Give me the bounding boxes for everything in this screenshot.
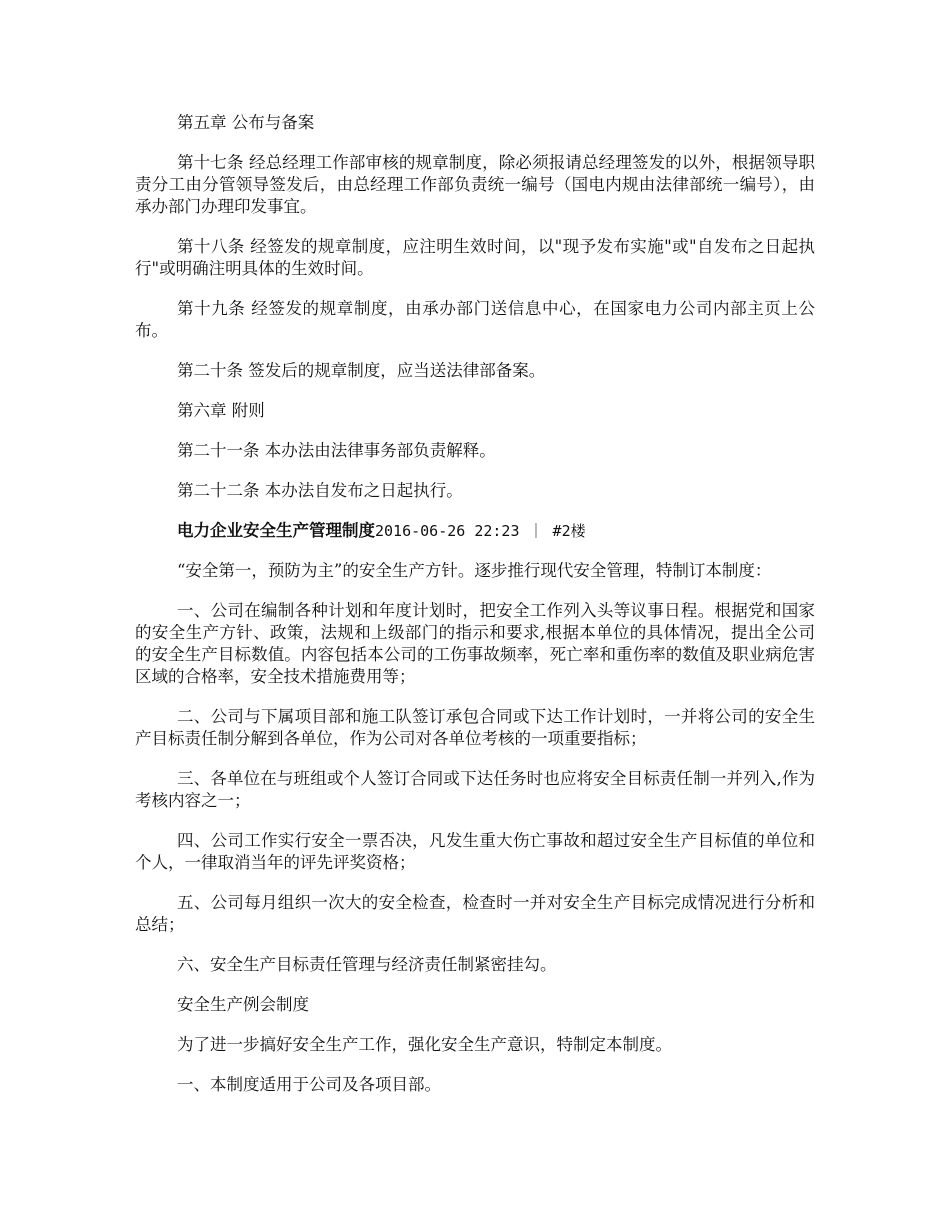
meeting-item-1: 一、本制度适用于公司及各项目部。 [177, 1075, 441, 1094]
policy-item-2: 二、公司与下属项目部和施工队签订承包合同或下达工作计划时，一并将公司的安全生产目标责任制分解到各单位，作为公司对各单位考核的一项重要指标； [135, 707, 815, 748]
article-20: 第二十条 签发后的规章制度，应当送法律部备案。 [177, 361, 546, 380]
chapter-heading-5: 第五章 公布与备案 [177, 113, 315, 132]
section-heading-meeting: 安全生产例会制度 [177, 995, 309, 1014]
article-21: 第二十一条 本办法由法律事务部负责解释。 [177, 441, 496, 460]
policy-item-3: 三、各单位在与班组或个人签订合同或下达任务时也应将安全目标责任制一并列入,作为考核内容之一； [135, 769, 815, 810]
post-header [135, 520, 815, 542]
article-22: 第二十二条 本办法自发布之日起执行。 [177, 481, 463, 500]
policy-intro: “安全第一，预防为主”的安全生产方针。逐步推行现代安全管理，特制订本制度： [177, 561, 772, 580]
document-body [135, 112, 815, 1114]
post-meta: 2016-06-26 22:23 ｜ #2楼 [375, 522, 586, 540]
article-17: 第十七条 经总经理工作部审核的规章制度，除必须报请总经理签发的以外，根据领导职责分工由分管领导签发后，由总经理工作部负责统一编号（国电内规由法律部统一编号），由承办部门办理印发事宜。 [135, 153, 815, 216]
meeting-intro: 为了进一步搞好安全生产工作，强化安全生产意识，特制定本制度。 [177, 1035, 672, 1054]
article-18: 第十八条 经签发的规章制度，应注明生效时间，以"现予发布实施"或"自发布之日起执行"或明确注明具体的生效时间。 [135, 237, 815, 278]
policy-item-6: 六、安全生产目标责任管理与经济责任制紧密挂勾。 [177, 955, 557, 974]
article-19: 第十九条 经签发的规章制度，由承办部门送信息中心，在国家电力公司内部主页上公布。 [135, 299, 815, 340]
chapter-heading-6: 第六章 附则 [177, 401, 265, 420]
post-title: 电力企业安全生产管理制度 [177, 521, 375, 540]
policy-item-5: 五、公司每月组织一次大的安全检查，检查时一并对安全生产目标完成情况进行分析和总结； [135, 893, 815, 934]
policy-item-1: 一、公司在编制各种计划和年度计划时，把安全工作列入头等议事日程。根据党和国家的安全生产方针、政策，法规和上级部门的指示和要求,根据本单位的具体情况，提出全公司的安全生产目标数值。内容包括本公司的工伤事故频率，死亡率和重伤率的数值及职业病危害区域的合格率，安全技术措施费用等； [135, 601, 815, 686]
policy-item-4: 四、公司工作实行安全一票否决，凡发生重大伤亡事故和超过安全生产目标值的单位和个人，一律取消当年的评先评奖资格； [135, 831, 815, 872]
